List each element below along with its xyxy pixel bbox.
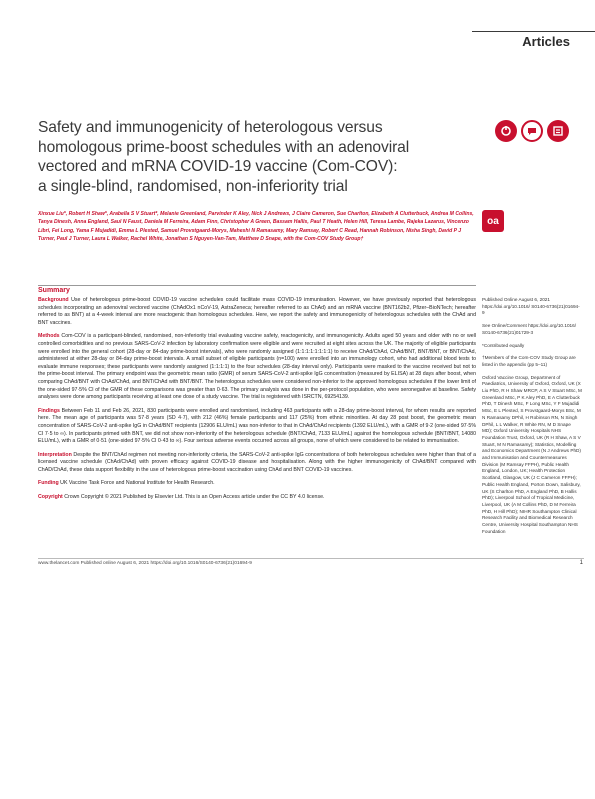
- abstract-paragraph: [38, 297, 476, 327]
- sidebar-published-online[interactable]: Published Online August 6, 2021 https://doi.org/10.1016/ S0140-6736(21)01694-9: [482, 297, 580, 316]
- article-title: [38, 118, 478, 196]
- abstract-paragraph: [38, 408, 476, 446]
- abstract: [38, 297, 476, 508]
- sidebar-contributed-note: *Contributed equally: [482, 342, 525, 348]
- section-label: Articles: [522, 34, 570, 49]
- title-line: a single-blind, randomised, non-inferiority trial: [38, 177, 348, 195]
- abstract-text: Com-COV is a participant-blinded, randomised, non-inferiority trial evaluating vaccine safety, reactogenicity, and immunogenicity. Adults aged 50 years and older with no or well controlled comorbidities and no previous SARS-CoV-2 infection by laboratory confirmation were eligible and were recruited at eight sites across the UK. The majority of eligible participants were enrolled into the general cohort (28-day or 84-day prime-boost intervals), who were randomly assigned (1:1:1:1:1:1:1:1) to receive ChAd/ChAd, ChAd/BNT, BNT/BNT, or BNT/ChAd, administered at either 28-day or 84-day prime-boost intervals. A small subset of eligible participants (n=100) were enrolled into an immunology cohort, who had additional blood tests to evaluate immune responses; these participants were randomly assigned (1:1:1:1) to the four schedules (28-day interval only). Participants were masked to the vaccine received but not to the prime-boost interval. The primary endpoint was the geometric mean ratio (GMR) of serum SARS-CoV-2 anti-spike IgG concentration (measured by ELISA) at 28 days after boost, when comparing ChAd/BNT with ChAd/ChAd, and BNT/ChAd with BNT/BNT. The heterologous schedules were considered non-inferior to the approved homologous schedules if the lower limit of the one-sided 97·5% CI of the GMR of these comparisons was greater than 0·63. The primary analysis was done in the per-protocol population, who were seronegative at baseline. Safety analyses were done among participants receiving at least one dose of a study vaccine. The trial is registered with ISRCTN, 69254139.: [38, 333, 476, 401]
- title-line: homologous prime-boost schedules with an adenoviral: [38, 138, 410, 156]
- sidebar-affiliations: Oxford Vaccine Group, Department of Paediatrics, University of Oxford, Oxford, UK (X Liu PhD, R H Shaw MRCP, A S V Stuart MSc, M Greenland MSc, P K Aley PhD, E A Clutterbuck PhD, T Dinesh MSc, F Long MSc, Y F Mujadidi MSc, E L Plested, S Provstgaard-Morys BSc, M N Ramasamy DPhil, H Robinson RN, N Singh DPhil, L L Walker, R White RN, M D Snape MD); Oxford University Hospitals NHS Foundation Trust, Oxford, UK (R H Shaw, A S V Stuart, M N Ramasamy); Statistics, Modelling and Economics Department (N J Andrews PhD) and Immunisation and Countermeasures Division (M Ramsay FFPH), Public Health England, London, UK; Health Protection Scotland, Glasgow, UK (J C Cameron FFPH); Public Health England, Porton Down, Salisbury, UK (S Charlton PhD, A England PhD, B Hallis PhD); Liverpool School of Tropical Medicine, Liverpool, UK (A M Collins PhD, D M Ferreira PhD, H Hill PhD); NIHR Southampton Clinical Research Facility and Biomedical Research Centre, University Hospital Southampton NHS Foundation: [482, 374, 582, 534]
- abstract-label: Funding: [38, 480, 59, 487]
- article-badges: [495, 116, 585, 146]
- abstract-text: Between Feb 11 and Feb 26, 2021, 830 participants were enrolled and randomised, including 463 participants with a 28-day prime-boost interval, for whom results are reported here. The mean age of participants was 57·8 years (SD 4·7), with 212 (46%) female participants and 117 (25%) from ethnic minorities. At day 28 post boost, the geometric mean concentration of SARS-CoV-2 anti-spike IgG in ChAd/BNT recipients (12906 ELU/mL) was non-inferior to that in ChAd/ChAd recipients (1392 ELU/mL), with a GMR of 9·2 (one-sided 97·5% CI 7·5 to ∞). In participants primed with BNT, we did not show non-inferiority of the heterologous schedule (BNT/ChAd, 7133 ELU/mL) against the homologous schedule (BNT/BNT, 14080 ELU/mL), with a GMR of 0·51 (one-sided 97·5% CI 0·43 to ∞). Four serious adverse events occurred across all groups, none of which were considered to be related to immunisation.: [38, 407, 476, 445]
- title-line: vectored and mRNA COVID-19 vaccine (Com-COV):: [38, 158, 398, 175]
- header-rule: [472, 31, 595, 32]
- abstract-text: Despite the BNT/ChAd regimen not meeting non-inferiority criteria, the SARS-CoV-2 anti-spike IgG concentrations of both heterologous schedules were higher than that of a licensed vaccine schedule (ChAd/ChAd) with proven efficacy against COVID-19 disease and hospitalisation. Along with the higher immunogenicity of ChAd/BNT compared with ChAD/ChAd, these data support flexibility in the use of heterologous prime-boost vaccination using ChAd and BNT COVID-19 vaccines.: [38, 451, 476, 473]
- article-sidebar: [482, 297, 582, 542]
- abstract-text: Use of heterologous prime-boost COVID-19 vaccine schedules could facilitate mass COVID-19 immunisation. However, we have previously reported that heterologous schedules incorporating an adenoviral vectored vaccine (ChAdOx1 nCoV-19, AstraZeneca; hereafter referred to as ChAd) and an mRNA vaccine (BNT162b2, Pfizer–BioNTech; hereafter referred to as BNT) at a 4-week interval are more reactogenic than homologous schedules. Here, we report the safety and immunogenicity of heterologous schedules with the ChAd and BNT vaccines.: [38, 297, 476, 326]
- title-line: Safety and immunogenicity of heterologous versus: [38, 119, 383, 136]
- linked-article-icon[interactable]: [547, 120, 569, 142]
- abstract-text: UK Vaccine Task Force and National Institute for Health Research.: [60, 480, 215, 487]
- abstract-paragraph: [38, 494, 476, 502]
- sidebar-study-group-note: †Members of the Com-COV Study Group are listed in the appendix (pp 5–11): [482, 355, 576, 367]
- sidebar-comment-link[interactable]: See Online/Comment https://doi.org/10.1016/ S0140-6736(21)01729-3: [482, 323, 577, 335]
- abstract-label: Interpretation: [38, 451, 72, 458]
- abstract-label: Findings: [38, 407, 60, 414]
- abstract-paragraph: [38, 333, 476, 401]
- abstract-paragraph: [38, 452, 476, 475]
- abstract-label: Methods: [38, 333, 60, 340]
- summary-rule: [38, 285, 476, 286]
- footer-citation: www.thelancet.com Published online August 6, 2021 https://doi.org/10.1016/S0140-6736(21)01694-9: [38, 561, 252, 566]
- author-list: Xinxue Liu*, Robert H Shaw*, Arabella S V Stuart*, Melanie Greenland, Parvinder K Aley, Nick J Andrews, J Claire Cameron, Sue Charlton, Elizabeth A Clutterbuck, Andrea M Collins, Tanya Dinesh, Anna England, Saul N Faust, Daniela M Ferreira, Adam Finn, Christopher A Green, Bassam Hallis, Paul T Heath, Helen Hill, Teresa Lambe, Rajeka Lazarus, Vincenzo Libri, Fei Long, Yama F Mujadidi, Emma L Plested, Samuel Provstgaard-Morys, Maheshi N Ramasamy, Mary Ramsay, Robert C Read, Hannah Robinson, Nisha Singh, David P J Turner, Paul J Turner, Laura L Walker, Rachel White, Jonathan S Nguyen-Van-Tam, Matthew D Snape, with the Com-COV Study Group†: [38, 211, 474, 242]
- open-access-icon: oa: [482, 210, 504, 232]
- summary-heading: Summary: [38, 287, 70, 294]
- footer-rule: [38, 558, 584, 559]
- comment-link-icon[interactable]: [521, 120, 543, 142]
- abstract-paragraph: [38, 480, 476, 488]
- abstract-label: Background: [38, 297, 69, 303]
- check-updates-icon[interactable]: [495, 120, 517, 142]
- abstract-text: Crown Copyright © 2021 Published by Elsevier Ltd. This is an Open Access article under the CC BY 4.0 license.: [64, 494, 325, 501]
- abstract-label: Copyright: [38, 494, 63, 501]
- page-number: 1: [579, 560, 583, 566]
